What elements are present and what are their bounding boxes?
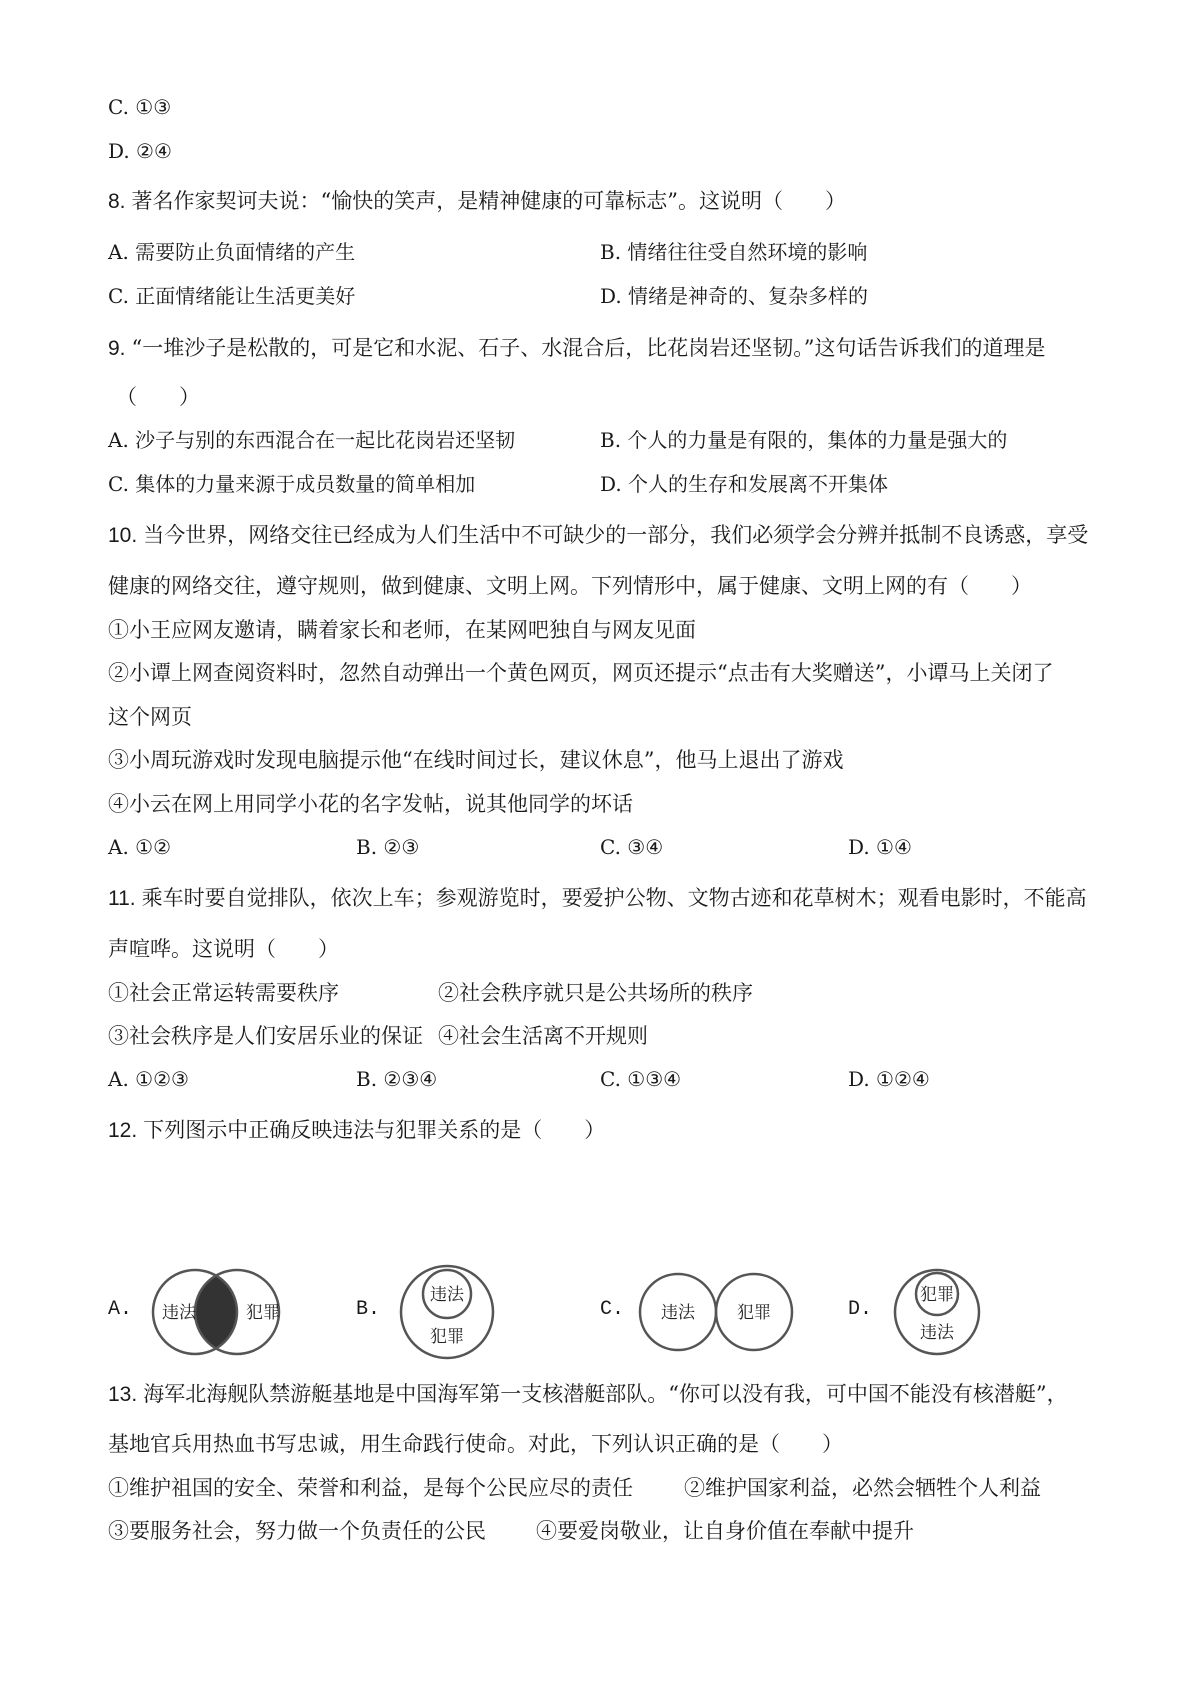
q10-option-b[interactable]: B. ②③ xyxy=(356,835,420,859)
circle-left-label: 违法 xyxy=(661,1303,695,1323)
question-9-stem-cont: （ ） xyxy=(116,385,200,409)
question-number: 9. xyxy=(108,337,126,360)
venn-nested-diagram xyxy=(392,1262,502,1362)
venn-nested-diagram xyxy=(882,1262,992,1362)
q10-option-a[interactable]: A. ①② xyxy=(108,835,172,859)
circle-right-label: 犯罪 xyxy=(246,1303,280,1323)
question-number: 12. xyxy=(108,1119,138,1142)
question-text: “一堆沙子是松散的，可是它和水泥、石子、水混合后，比花岗岩还坚韧。”这句话告诉我们的道理是 xyxy=(131,336,1046,360)
question-8-stem xyxy=(108,187,846,216)
q13-item-4: ④要爱岗敬业，让自身价值在奉献中提升 xyxy=(536,1519,914,1543)
q8-option-d[interactable]: D. 情绪是神奇的、复杂多样的 xyxy=(600,284,869,308)
q9-option-d[interactable]: D. 个人的生存和发展离不开集体 xyxy=(600,472,889,496)
q12-option-a[interactable] xyxy=(108,1262,308,1362)
question-13-stem xyxy=(108,1380,1068,1409)
question-text: 当今世界，网络交往已经成为人们生活中不可缺少的一部分，我们必须学会分辨并抵制不良诱惑，享受 xyxy=(143,523,1089,547)
question-text: 乘车时要自觉排队，依次上车；参观游览时，要爱护公物、文物古迹和花草树木；观看电影时，不能高 xyxy=(141,886,1087,910)
outer-circle-label: 违法 xyxy=(920,1323,954,1343)
q11-option-c[interactable]: C. ①③④ xyxy=(600,1067,682,1091)
q13-item-3: ③要服务社会，努力做一个负责任的公民 xyxy=(108,1519,486,1543)
q11-item-4: ④社会生活离不开规则 xyxy=(438,1024,648,1048)
q10-option-d[interactable]: D. ①④ xyxy=(848,835,912,859)
q13-item-2: ②维护国家利益，必然会牺牲个人利益 xyxy=(684,1476,1041,1500)
question-9-stem xyxy=(108,334,1045,363)
question-10-stem xyxy=(108,521,1088,550)
question-13-stem-cont: 基地官兵用热血书写忠诚，用生命践行使命。对此，下列认识正确的是（ ） xyxy=(108,1432,843,1456)
q11-item-3: ③社会秩序是人们安居乐业的保证 xyxy=(108,1024,423,1048)
q8-option-b[interactable]: B. 情绪往往受自然环境的影响 xyxy=(600,240,868,264)
q13-item-1: ①维护祖国的安全、荣誉和利益，是每个公民应尽的责任 xyxy=(108,1476,633,1500)
inner-circle-label: 犯罪 xyxy=(920,1285,954,1305)
q9-option-c[interactable]: C. 集体的力量来源于成员数量的简单相加 xyxy=(108,472,476,496)
question-text: 海军北海舰队禁游艇基地是中国海军第一支核潜艇部队。“你可以没有我，可中国不能没有核潜艇”， xyxy=(143,1382,1068,1406)
option-letter: C. xyxy=(600,1298,625,1321)
inner-circle-label: 违法 xyxy=(430,1285,464,1305)
q12-option-d[interactable] xyxy=(848,1262,1048,1362)
question-number: 11. xyxy=(108,887,136,910)
question-text: 下列图示中正确反映违法与犯罪关系的是（ ） xyxy=(143,1118,606,1142)
prev-option-d: D. ②④ xyxy=(108,139,172,163)
venn-overlap-diagram xyxy=(140,1262,300,1362)
option-letter: D. xyxy=(848,1298,873,1321)
q10-item-2: ②小谭上网查阅资料时，忽然自动弹出一个黄色网页，网页还提示“点击有大奖赠送”，小谭马上关闭了 xyxy=(108,661,1054,685)
q12-option-c[interactable] xyxy=(600,1262,800,1362)
question-number: 13. xyxy=(108,1383,138,1406)
prev-option-c: C. ①③ xyxy=(108,95,172,119)
q9-option-b[interactable]: B. 个人的力量是有限的，集体的力量是强大的 xyxy=(600,428,1008,452)
q8-option-c[interactable]: C. 正面情绪能让生活更美好 xyxy=(108,284,356,308)
question-text: 著名作家契诃夫说：“愉快的笑声，是精神健康的可靠标志”。这说明（ ） xyxy=(131,189,846,213)
question-11-stem-cont: 声喧哗。这说明（ ） xyxy=(108,937,339,961)
option-letter: B. xyxy=(356,1298,381,1321)
q10-item-2-cont: 这个网页 xyxy=(108,705,192,729)
question-12-stem xyxy=(108,1116,605,1145)
q10-item-3: ③小周玩游戏时发现电脑提示他“在线时间过长，建议休息”，他马上退出了游戏 xyxy=(108,748,844,772)
question-number: 10. xyxy=(108,524,138,547)
q11-option-b[interactable]: B. ②③④ xyxy=(356,1067,438,1091)
outer-circle-label: 犯罪 xyxy=(430,1327,464,1347)
circle-left-label: 违法 xyxy=(162,1303,196,1323)
q11-item-1: ①社会正常运转需要秩序 xyxy=(108,981,339,1005)
venn-separate-diagram xyxy=(636,1262,796,1362)
question-10-stem-cont: 健康的网络交往，遵守规则，做到健康、文明上网。下列情形中，属于健康、文明上网的有（ ） xyxy=(108,574,1032,598)
question-number: 8. xyxy=(108,190,126,213)
q12-option-b[interactable] xyxy=(356,1262,556,1362)
option-letter: A. xyxy=(108,1298,133,1321)
q11-item-2: ②社会秩序就只是公共场所的秩序 xyxy=(438,981,753,1005)
question-11-stem xyxy=(108,884,1087,913)
q11-option-a[interactable]: A. ①②③ xyxy=(108,1067,189,1091)
q10-item-1: ①小王应网友邀请，瞒着家长和老师，在某网吧独自与网友见面 xyxy=(108,618,696,642)
q10-item-4: ④小云在网上用同学小花的名字发帖，说其他同学的坏话 xyxy=(108,792,633,816)
circle-right-label: 犯罪 xyxy=(737,1303,771,1323)
q10-option-c[interactable]: C. ③④ xyxy=(600,835,664,859)
q11-option-d[interactable]: D. ①②④ xyxy=(848,1067,930,1091)
q8-option-a[interactable]: A. 需要防止负面情绪的产生 xyxy=(108,240,356,264)
q9-option-a[interactable]: A. 沙子与别的东西混合在一起比花岗岩还坚韧 xyxy=(108,428,516,452)
